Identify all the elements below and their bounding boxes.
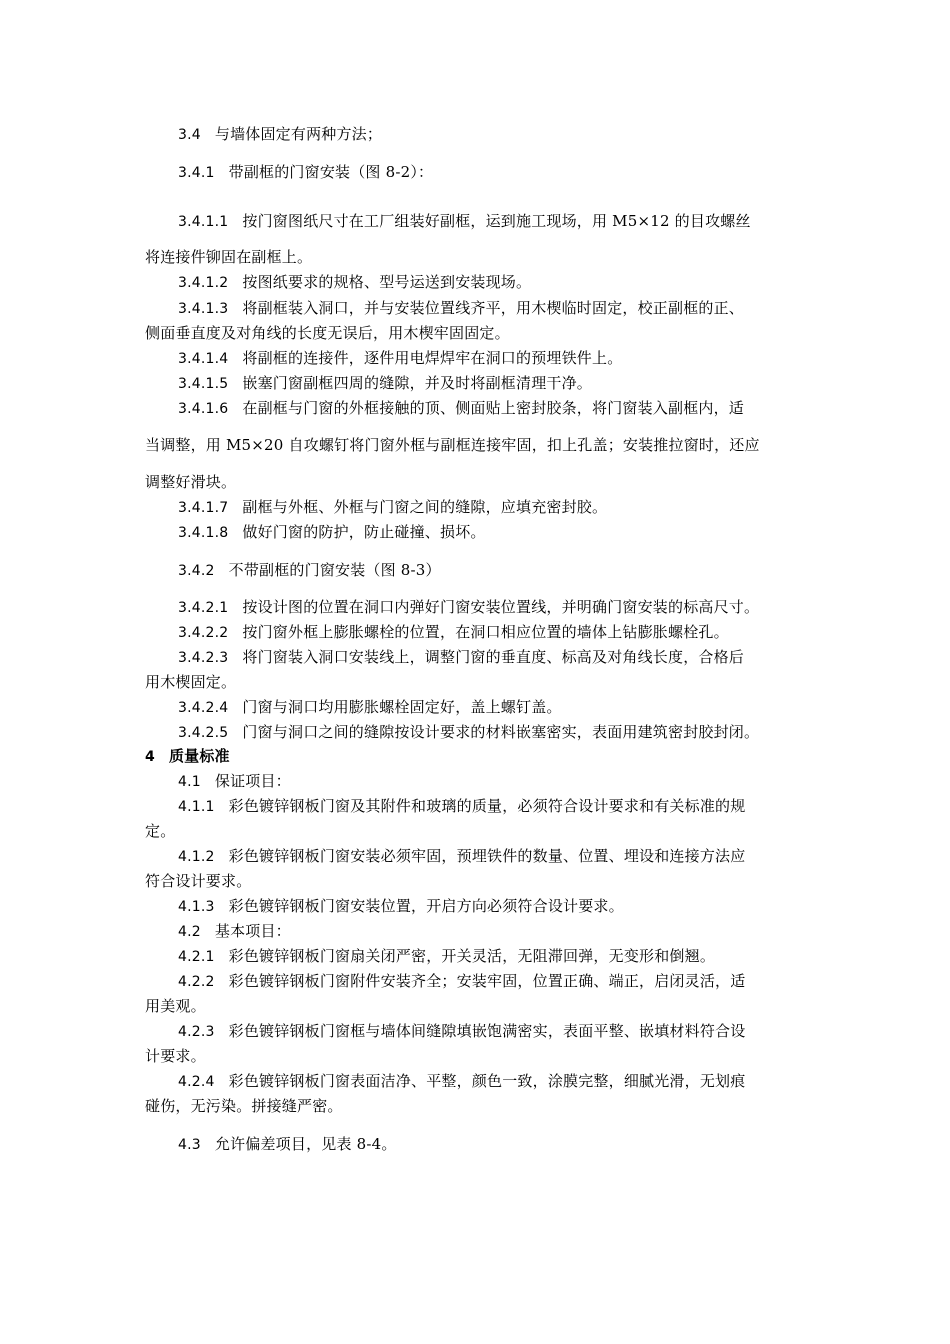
clause-text: 带副框的门窗安装（图 8-2）： xyxy=(228,163,434,181)
text-line xyxy=(145,871,251,891)
clause-number: 3.4.1.5 xyxy=(178,376,229,392)
clause-number: 4.1.2 xyxy=(178,849,215,865)
text-line xyxy=(178,1134,397,1155)
text-line xyxy=(145,1096,343,1116)
clause-text: 允许偏差项目，见表 8-4。 xyxy=(214,1135,397,1153)
clause-text: 彩色镀锌钢板门窗附件安装齐全；安装牢固，位置正确、端正，启闭灵活，适 xyxy=(228,972,746,990)
text-line xyxy=(178,921,291,942)
text-line xyxy=(178,1071,745,1092)
text-line xyxy=(178,348,622,369)
text-line xyxy=(178,398,744,419)
clause-text: 彩色镀锌钢板门窗框与墙体间缝隙填嵌饱满密实，表面平整、嵌填材料符合设 xyxy=(228,1022,746,1040)
text-line xyxy=(145,821,175,841)
clause-number: 3.4.1.6 xyxy=(178,401,229,417)
clause-text: 按门窗外框上膨胀螺栓的位置，在洞口相应位置的墙体上钻膨胀螺栓孔。 xyxy=(242,623,729,641)
clause-number: 3.4.1.7 xyxy=(178,500,229,516)
clause-number: 3.4 xyxy=(178,127,201,143)
text-line xyxy=(178,622,729,643)
clause-text: 按门窗图纸尺寸在工厂组装好副框，运到施工现场，用 M5×12 的目攻螺丝 xyxy=(242,212,751,230)
clause-text: 嵌塞门窗副框四周的缝隙，并及时将副框清理干净。 xyxy=(242,374,592,392)
clause-text: 用美观。 xyxy=(145,997,206,1015)
clause-text: 与墙体固定有两种方法； xyxy=(214,125,383,143)
text-line xyxy=(145,247,312,267)
clause-number: 3.4.2.3 xyxy=(178,650,229,666)
clause-number: 3.4.1 xyxy=(178,165,215,181)
clause-text: 按设计图的位置在洞口内弹好门窗安装位置线，并明确门窗安装的标高尺寸。 xyxy=(242,598,760,616)
section-title: 质量标准 xyxy=(168,747,230,765)
clause-text: 碰伤，无污染。拼接缝严密。 xyxy=(145,1097,343,1115)
clause-text: 当调整，用 M5×20 自攻螺钉将门窗外框与副框连接牢固，扣上孔盖；安装推拉窗时，还应 xyxy=(145,436,760,454)
clause-text: 基本项目： xyxy=(214,922,291,940)
clause-text: 彩色镀锌钢板门窗及其附件和玻璃的质量，必须符合设计要求和有关标准的规 xyxy=(228,797,746,815)
text-line xyxy=(178,647,744,668)
clause-text: 彩色镀锌钢板门窗安装位置，开启方向必须符合设计要求。 xyxy=(228,897,624,915)
clause-number: 3.4.1.2 xyxy=(178,275,229,291)
clause-text: 彩色镀锌钢板门窗表面洁净、平整，颜色一致，涂膜完整，细腻光滑，无划痕 xyxy=(228,1072,746,1090)
clause-number: 4.1.3 xyxy=(178,899,215,915)
text-line xyxy=(178,771,291,792)
clause-text: 保证项目： xyxy=(214,772,291,790)
clause-text: 门窗与洞口均用膨胀螺栓固定好，盖上螺钉盖。 xyxy=(242,698,562,716)
clause-number: 4.3 xyxy=(178,1137,201,1153)
text-line xyxy=(178,896,624,917)
clause-number: 4.2.2 xyxy=(178,974,215,990)
clause-number: 3.4.1.1 xyxy=(178,214,229,230)
clause-text: 符合设计要求。 xyxy=(145,872,252,890)
clause-text: 计要求。 xyxy=(145,1047,206,1065)
clause-text: 将副框的连接件，逐件用电焊焊牢在洞口的预埋铁件上。 xyxy=(242,349,623,367)
text-line xyxy=(178,373,592,394)
text-line xyxy=(178,722,759,743)
clause-number: 3.4.1.4 xyxy=(178,351,229,367)
text-line xyxy=(178,846,745,867)
clause-number: 3.4.2.1 xyxy=(178,600,229,616)
clause-text: 侧面垂直度及对角线的长度无误后，用木楔牢固固定。 xyxy=(145,324,510,342)
text-line xyxy=(178,522,486,543)
clause-number: 4.2 xyxy=(178,924,201,940)
clause-text: 彩色镀锌钢板门窗安装必须牢固，预埋铁件的数量、位置、埋设和连接方法应 xyxy=(228,847,746,865)
text-line xyxy=(145,1046,206,1066)
text-line xyxy=(178,211,751,232)
clause-text: 将连接件铆固在副框上。 xyxy=(145,248,313,266)
text-line xyxy=(178,697,562,718)
clause-text: 调整好滑块。 xyxy=(145,473,237,491)
clause-number: 4.2.1 xyxy=(178,949,215,965)
clause-text: 按图纸要求的规格、型号运送到安装现场。 xyxy=(242,273,532,291)
clause-number: 4.2.3 xyxy=(178,1024,215,1040)
text-line xyxy=(178,1021,745,1042)
text-line xyxy=(178,298,744,319)
text-line xyxy=(178,124,382,145)
clause-number: 3.4.1.3 xyxy=(178,301,229,317)
clause-text: 彩色镀锌钢板门窗扇关闭严密，开关灵活，无阻滞回弹，无变形和倒翘。 xyxy=(228,947,716,965)
clause-text: 不带副框的门窗安装（图 8-3） xyxy=(228,561,441,579)
clause-text: 副框与外框、外框与门窗之间的缝隙，应填充密封胶。 xyxy=(242,498,608,516)
clause-number: 3.4.2.5 xyxy=(178,725,229,741)
clause-number: 3.4.2.4 xyxy=(178,700,229,716)
text-line xyxy=(178,497,607,518)
text-line xyxy=(178,796,745,817)
clause-text: 将门窗装入洞口安装线上，调整门窗的垂直度、标高及对角线长度，合格后 xyxy=(242,648,744,666)
clause-text: 做好门窗的防护，防止碰撞、损坏。 xyxy=(242,523,486,541)
clause-text: 门窗与洞口之间的缝隙按设计要求的材料嵌塞密实，表面用建筑密封胶封闭。 xyxy=(242,723,760,741)
text-line xyxy=(178,946,715,967)
clause-number: 4.1.1 xyxy=(178,799,215,815)
section-heading xyxy=(145,746,230,767)
clause-number: 3.4.2.2 xyxy=(178,625,229,641)
section-number: 4 xyxy=(145,749,155,765)
clause-number: 3.4.2 xyxy=(178,563,215,579)
clause-text: 用木楔固定。 xyxy=(145,673,237,691)
clause-text: 定。 xyxy=(145,822,176,840)
text-line xyxy=(178,162,433,183)
text-line xyxy=(145,435,760,455)
clause-text: 在副框与门窗的外框接触的顶、侧面贴上密封胶条，将门窗装入副框内，适 xyxy=(242,399,744,417)
clause-text: 将副框装入洞口，并与安装位置线齐平，用木楔临时固定，校正副框的正、 xyxy=(242,299,744,317)
text-line xyxy=(145,472,236,492)
text-line xyxy=(145,672,236,692)
clause-number: 4.1 xyxy=(178,774,201,790)
text-line xyxy=(178,272,531,293)
text-line xyxy=(145,996,206,1016)
text-line xyxy=(178,560,441,581)
text-line xyxy=(178,971,745,992)
text-line xyxy=(145,323,510,343)
text-line xyxy=(178,597,759,618)
clause-number: 4.2.4 xyxy=(178,1074,215,1090)
clause-number: 3.4.1.8 xyxy=(178,525,229,541)
